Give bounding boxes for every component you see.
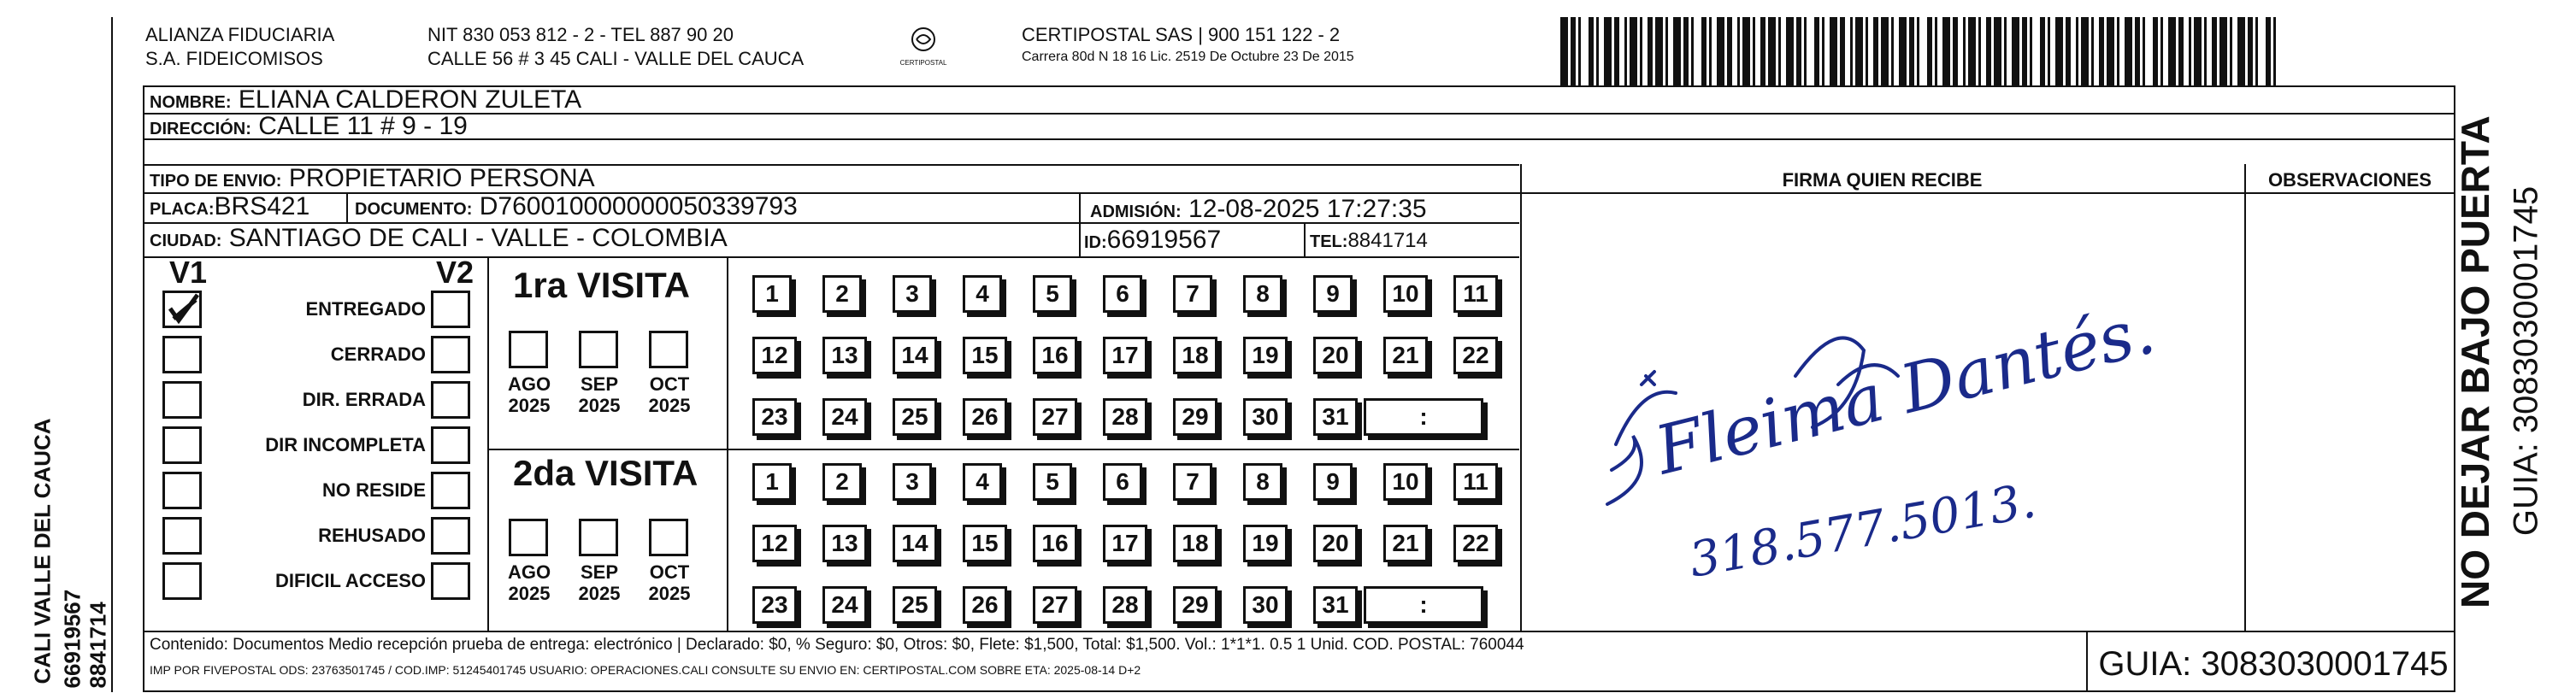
time-field[interactable]: : (1364, 398, 1483, 436)
day-box[interactable]: 16 (1033, 525, 1077, 562)
barcode-bar (1655, 17, 1663, 85)
barcode-bar (1927, 17, 1932, 85)
status-label: REHUSADO (318, 525, 426, 546)
day-box[interactable]: 27 (1033, 398, 1077, 436)
company-name: ALIANZA FIDUCIARIA (145, 24, 335, 45)
barcode-bar (1589, 17, 1594, 85)
barcode-bar (1760, 17, 1765, 85)
day-box[interactable]: 22 (1453, 337, 1498, 374)
barcode-bar (1814, 17, 1819, 85)
barcode-bar (1822, 17, 1824, 85)
status-label: DIR. ERRADA (302, 389, 426, 410)
signature (1582, 282, 2162, 590)
barcode-bar (1624, 17, 1627, 85)
barcode-bar (2055, 17, 2063, 85)
v1-label: V1 (169, 255, 208, 290)
day-box[interactable]: 10 (1383, 463, 1428, 501)
v2-label: V2 (436, 255, 475, 290)
barcode-bar (1673, 17, 1681, 85)
barcode-bar (1953, 17, 1958, 85)
firma-header: FIRMA QUIEN RECIBE (1782, 169, 1983, 191)
barcode-bar (1640, 17, 1642, 85)
day-box[interactable]: 23 (752, 398, 797, 436)
svg-text:CERTIPOSTAL: CERTIPOSTAL (899, 59, 947, 67)
day-box[interactable]: 1 (752, 463, 792, 501)
month-checkbox[interactable] (579, 331, 618, 368)
status-label: DIR INCOMPLETA (265, 434, 426, 455)
barcode-bar (2160, 17, 2163, 85)
status-label: DIFICIL ACCESO (274, 570, 426, 591)
day-box[interactable]: 20 (1313, 525, 1358, 562)
day-box[interactable]: 29 (1173, 586, 1217, 624)
field-placa: PLACA:BRS421 (150, 192, 310, 220)
day-box[interactable]: 31 (1313, 398, 1358, 436)
barcode-bar (2273, 17, 2276, 85)
barcode-bar (1986, 17, 1991, 85)
day-box[interactable]: 7 (1173, 463, 1212, 501)
field-tel: TEL:8841714 (1310, 229, 1428, 252)
barcode-bar (2107, 17, 2114, 85)
v1-checkbox[interactable] (162, 291, 202, 328)
field-nombre: NOMBRE: ELIANA CALDERON ZULETA (150, 85, 582, 114)
barcode-bar (1840, 17, 1845, 85)
year-label: 2025 (578, 583, 621, 604)
barcode-bar (1691, 17, 1694, 85)
footer-guia: GUIA: 3083030001745 (2098, 645, 2449, 683)
barcode-bar (1596, 17, 1599, 85)
check-mark-icon (165, 293, 199, 326)
barcode-bar (1873, 17, 1878, 85)
barcode (1560, 17, 2283, 87)
field-documento: DOCUMENTO: D760010000000050339793 (355, 192, 798, 220)
barcode-bar (1742, 17, 1750, 85)
day-box[interactable]: 18 (1173, 337, 1217, 374)
v2-checkbox[interactable] (431, 336, 470, 373)
day-box[interactable]: 21 (1383, 337, 1428, 374)
barcode-bar (2178, 17, 2184, 85)
day-box[interactable]: 8 (1243, 275, 1282, 313)
barcode-bar (1560, 17, 1568, 85)
barcode-bar (2248, 17, 2253, 85)
barcode-bar (1753, 17, 1755, 85)
barcode-bar (2135, 17, 2140, 85)
v2-checkbox[interactable] (431, 426, 470, 464)
barcode-bar (1786, 17, 1794, 85)
field-id: ID:66919567 (1084, 226, 1222, 254)
barcode-bar (2189, 17, 2191, 85)
day-box[interactable]: 7 (1173, 275, 1212, 313)
barcode-bar (1942, 17, 1950, 85)
svg-text:318.577.5013.: 318.577.5013. (1685, 473, 2040, 589)
day-box[interactable]: 31 (1313, 586, 1358, 624)
time-field[interactable]: : (1364, 586, 1483, 624)
day-box[interactable]: 1 (752, 275, 792, 313)
barcode-bar (1909, 17, 1914, 85)
month-label: OCT (649, 561, 690, 583)
v2-checkbox[interactable] (431, 562, 470, 600)
barcode-bar (1778, 17, 1781, 85)
day-box[interactable]: 4 (963, 275, 1002, 313)
day-box[interactable]: 10 (1383, 275, 1428, 313)
barcode-bar (2022, 17, 2027, 85)
day-box[interactable]: 26 (963, 586, 1007, 624)
day-box[interactable]: 18 (1173, 525, 1217, 562)
day-box[interactable]: 13 (822, 337, 867, 374)
month-label: SEP (580, 561, 619, 583)
v1-checkbox[interactable] (162, 472, 202, 509)
no-dejar-bajo-puerta: NO DEJAR BAJO PUERTA (2453, 115, 2497, 608)
barcode-bar (1968, 17, 1976, 85)
v2-checkbox[interactable] (431, 517, 470, 555)
day-box[interactable]: 5 (1033, 463, 1072, 501)
barcode-bar (2143, 17, 2145, 85)
field-tipo-envio: TIPO DE ENVIO: PROPIETARIO PERSONA (150, 164, 595, 192)
month-checkbox[interactable] (649, 519, 688, 556)
company-type: S.A. FIDEICOMISOS (145, 48, 323, 69)
year-label: 2025 (648, 583, 691, 604)
barcode-bar (1963, 17, 1966, 85)
barcode-bar (1866, 17, 1868, 85)
left-stub-id: 66919567 (59, 589, 85, 689)
v2-checkbox[interactable] (431, 472, 470, 509)
field-direccion: DIRECCIÓN: CALLE 11 # 9 - 19 (150, 112, 468, 140)
observaciones-header: OBSERVACIONES (2267, 169, 2432, 191)
company-nit: NIT 830 053 812 - 2 - TEL 887 90 20 (427, 24, 734, 45)
barcode-bar (1855, 17, 1863, 85)
barcode-bar (1683, 17, 1689, 85)
left-stub-tel: 8841714 (85, 602, 111, 689)
barcode-bar (2212, 17, 2217, 85)
day-box[interactable]: 17 (1103, 337, 1147, 374)
day-box[interactable]: 2 (822, 275, 862, 313)
barcode-bar (1717, 17, 1724, 85)
day-box[interactable]: 30 (1243, 586, 1288, 624)
barcode-bar (1917, 17, 1919, 85)
v1-checkbox[interactable] (162, 562, 202, 600)
left-stub-city: CALI VALLE DEL CAUCA (29, 418, 56, 684)
field-ciudad: CIUDAD: SANTIAGO DE CALI - VALLE - COLOMBIA (150, 224, 728, 252)
barcode-bar (2194, 17, 2202, 85)
day-box[interactable]: 25 (893, 398, 937, 436)
day-box[interactable]: 24 (822, 398, 867, 436)
day-box[interactable]: 22 (1453, 525, 1498, 562)
field-admision: ADMISIÓN: 12-08-2025 17:27:35 (1090, 195, 1427, 223)
barcode-bar (2266, 17, 2271, 85)
year-label: 2025 (648, 395, 691, 416)
side-guia: GUIA: 3083030001745 (2507, 185, 2545, 537)
v2-checkbox[interactable] (431, 381, 470, 419)
day-box[interactable]: 30 (1243, 398, 1288, 436)
year-label: 2025 (508, 583, 551, 604)
barcode-bar (1578, 17, 1581, 85)
day-box[interactable]: 14 (893, 337, 937, 374)
barcode-bar (2012, 17, 2019, 85)
barcode-bar (1994, 17, 2001, 85)
barcode-bar (1709, 17, 1712, 85)
day-box[interactable]: 15 (963, 525, 1007, 562)
v1-checkbox[interactable] (162, 426, 202, 464)
barcode-bar (1978, 17, 1981, 85)
day-box[interactable]: 9 (1313, 463, 1353, 501)
day-box[interactable]: 23 (752, 586, 797, 624)
day-box[interactable]: 27 (1033, 586, 1077, 624)
left-stub-border (111, 17, 113, 692)
v1-checkbox[interactable] (162, 517, 202, 555)
barcode-bar (1604, 17, 1612, 85)
barcode-bar (2153, 17, 2158, 85)
barcode-bar (2091, 17, 2094, 85)
footer-contenido: Contenido: Documentos Medio recepción prueba de entrega: electrónico | Declarado: $0, % Seguro: $0, Otros: $0, Flete: $1,500, Total: $1,500. Vol.: 1*1*1. 0.5 1 Unid. COD. POSTAL: 760044 (150, 636, 1524, 654)
v2-checkbox[interactable] (431, 291, 470, 328)
second-visit-title: 2da VISITA (513, 453, 699, 493)
barcode-bar (2076, 17, 2078, 85)
day-box[interactable]: 17 (1103, 525, 1147, 562)
barcode-bar (1891, 17, 1894, 85)
company-address: CALLE 56 # 3 45 CALI - VALLE DEL CAUCA (427, 48, 805, 69)
barcode-bar (2255, 17, 2258, 85)
barcode-bar (1701, 17, 1707, 85)
barcode-bar (2048, 17, 2050, 85)
day-box[interactable]: 21 (1383, 525, 1428, 562)
day-box[interactable]: 12 (752, 525, 797, 562)
month-checkbox[interactable] (509, 331, 548, 368)
barcode-bar (2066, 17, 2071, 85)
status-label: ENTREGADO (305, 298, 426, 320)
day-box[interactable]: 19 (1243, 525, 1288, 562)
barcode-bar (2030, 17, 2032, 85)
day-box[interactable]: 6 (1103, 463, 1142, 501)
barcode-bar (1727, 17, 1732, 85)
day-box[interactable]: 14 (893, 525, 937, 562)
first-visit-title: 1ra VISITA (513, 265, 690, 305)
barcode-bar (1804, 17, 1807, 85)
month-label: AGO (507, 561, 551, 583)
barcode-bar (1737, 17, 1740, 85)
barcode-bar (1768, 17, 1776, 85)
day-box[interactable]: 29 (1173, 398, 1217, 436)
barcode-bar (2099, 17, 2104, 85)
day-box[interactable]: 11 (1453, 463, 1498, 501)
day-box[interactable]: 28 (1103, 586, 1147, 624)
footer-imp: IMP POR FIVEPOSTAL ODS: 23763501745 / COD.IMP: 51245401745 USUARIO: OPERACIONES.CALI CONSULTE SU ENVIO EN: CERTIPOSTAL.COM SOBRE ETA: 2025-08-14 D+2 (150, 663, 1141, 677)
barcode-bar (2081, 17, 2089, 85)
month-checkbox[interactable] (509, 519, 548, 556)
barcode-bar (2125, 17, 2132, 85)
day-box[interactable]: 15 (963, 337, 1007, 374)
barcode-bar (1630, 17, 1637, 85)
day-box[interactable]: 3 (893, 275, 932, 313)
courier-logo (898, 24, 949, 68)
month-label: SEP (580, 373, 619, 395)
year-label: 2025 (508, 395, 551, 416)
day-box[interactable]: 8 (1243, 463, 1282, 501)
left-stub (0, 325, 111, 692)
day-box[interactable]: 5 (1033, 275, 1072, 313)
barcode-bar (1850, 17, 1853, 85)
barcode-bar (1571, 17, 1576, 85)
barcode-bar (2219, 17, 2227, 85)
day-box[interactable]: 11 (1453, 275, 1498, 313)
barcode-bar (1796, 17, 1801, 85)
barcode-bar (2230, 17, 2232, 85)
barcode-bar (1935, 17, 1937, 85)
barcode-bar (2204, 17, 2207, 85)
barcode-bar (2004, 17, 2007, 85)
svg-text:Fleima Dantés.: Fleima Dantés. (1648, 291, 2162, 490)
courier-name: CERTIPOSTAL SAS | 900 151 122 - 2 (1022, 24, 1341, 45)
barcode-bar (2237, 17, 2245, 85)
month-label: OCT (649, 373, 690, 395)
day-box[interactable]: 16 (1033, 337, 1077, 374)
barcode-bar (1648, 17, 1653, 85)
day-box[interactable]: 20 (1313, 337, 1358, 374)
day-box[interactable]: 19 (1243, 337, 1288, 374)
barcode-bar (2040, 17, 2045, 85)
day-box[interactable]: 24 (822, 586, 867, 624)
day-box[interactable]: 28 (1103, 398, 1147, 436)
day-box[interactable]: 4 (963, 463, 1002, 501)
barcode-bar (1899, 17, 1907, 85)
day-box[interactable]: 3 (893, 463, 932, 501)
day-box[interactable]: 2 (822, 463, 862, 501)
status-label: CERRADO (330, 344, 426, 365)
month-checkbox[interactable] (649, 331, 688, 368)
barcode-bar (2117, 17, 2119, 85)
status-label: NO RESIDE (321, 479, 426, 501)
day-box[interactable]: 9 (1313, 275, 1353, 313)
day-box[interactable]: 26 (963, 398, 1007, 436)
day-box[interactable]: 12 (752, 337, 797, 374)
barcode-bar (1881, 17, 1889, 85)
day-box[interactable]: 6 (1103, 275, 1142, 313)
courier-address: Carrera 80d N 18 16 Lic. 2519 De Octubre 23 De 2015 (1022, 50, 1354, 64)
month-label: AGO (507, 373, 551, 395)
day-box[interactable]: 13 (822, 525, 867, 562)
month-checkbox[interactable] (579, 519, 618, 556)
year-label: 2025 (578, 395, 621, 416)
barcode-bar (1830, 17, 1837, 85)
v1-checkbox[interactable] (162, 381, 202, 419)
barcode-bar (1665, 17, 1668, 85)
barcode-bar (1614, 17, 1619, 85)
v1-checkbox[interactable] (162, 336, 202, 373)
barcode-bar (2168, 17, 2176, 85)
day-box[interactable]: 25 (893, 586, 937, 624)
